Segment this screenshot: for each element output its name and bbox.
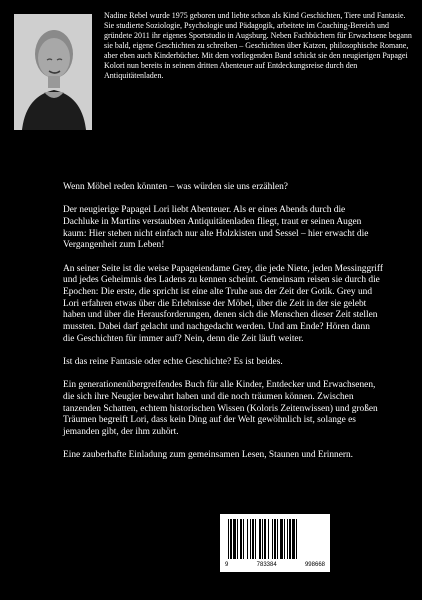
barcode-bar [252, 519, 254, 559]
blurb-paragraph: Ein generationenübergreifendes Buch für alle Kinder, Entdecker und Erwachsenen, die sich ihre Neugier bewahrt haben und die noch träumen können. Zwischen tanzenden Schatten, echtem historischen Wissen (Koloris Zeitenwissen) und großen Träumen begreift Lori, dass kein Ding auf der Welt gewöhnlich ist, solange es jemanden gibt, der ihm zuhört. [63, 380, 378, 437]
blurb-paragraph: Der neugierige Papagei Lori liebt Abenteuer. Als er eines Abends durch die Dachluke in Martins verstaubten Antiquitätenladen fliegt, traut er seinen Augen kaum: Hier stehen nicht einfach nur alte Holzkisten und Sessel – hier erwacht die Vergangenheit zum Leben! [63, 205, 369, 251]
barcode-bar [228, 519, 229, 559]
barcode-bar [255, 519, 256, 559]
barcode-bar [264, 519, 266, 559]
barcode-bar [250, 519, 251, 559]
barcode-bar [243, 519, 244, 559]
barcode-bar [287, 519, 288, 559]
barcode-bar [272, 519, 273, 559]
barcode-bar [259, 519, 261, 559]
barcode-bar [262, 519, 263, 559]
barcode-digits-right: 998668 [304, 562, 325, 568]
barcode-bar [233, 519, 236, 559]
barcode-bar [274, 519, 276, 559]
author-photo [14, 14, 92, 130]
author-bio: Nadine Rebel wurde 1975 geboren und liebte schon als Kind Geschichten, Tiere und Fantasie. Sie studierte Soziologie, Psychologie und Pädagogik, arbeitete im Coaching-Bereich und gründete 2011 ihr eigenes Sportstudio in Augsburg. Neben Fachbüchern für Erwachsene begann sie bald, eigene Geschichten zu schreiben – Geschichten über Katzen, philosophische Romane, aber eben auch Kinderbücher. Mit dem vorliegenden Band schickt sie den neugierigen Papagei Kolori nun bereits in seinem dritten Abenteuer auf Entdeckungsreise durch den Antiquitätenladen. [104, 11, 412, 80]
barcode-bar [280, 519, 283, 559]
blurb-text [63, 182, 383, 473]
author-portrait-image [14, 14, 92, 130]
barcode-digit-lead: 9 [225, 562, 229, 568]
isbn-barcode [220, 514, 330, 572]
barcode-bar [277, 519, 278, 559]
barcode-bar [247, 519, 248, 559]
blurb-tagline: Wenn Möbel reden könnten – was würden sie uns erzählen? [63, 182, 288, 192]
barcode-bar [296, 519, 297, 559]
barcode-bars [226, 519, 324, 559]
barcode-bar [230, 519, 232, 559]
barcode-bar [268, 519, 269, 559]
blurb-paragraph: Ist das reine Fantasie oder echte Geschichte? Es ist beides. [63, 356, 283, 367]
barcode-bar [240, 519, 242, 559]
blurb-paragraph: Eine zauberhafte Einladung zum gemeinsamen Lesen, Staunen und Erinnern. [63, 450, 354, 461]
barcode-digits-left: 783384 [256, 562, 277, 568]
barcode-number [222, 562, 328, 569]
barcode-bar [237, 519, 238, 559]
barcode-bar [292, 519, 295, 559]
barcode-bar [284, 519, 285, 559]
barcode-bar [289, 519, 291, 559]
blurb-paragraph: An seiner Seite ist die weise Papageiendame Grey, die jede Niete, jeden Messinggriff und jedes Geheimnis des Ladens zu kennen scheint. Gemeinsam reisen sie durch die Epochen: Die erste, die spricht ist eine alte Truhe aus der Zeit der Gotik. Grey und Lori erfahren etwas über die Erlebnisse der Möbel, über die Zeit in der sie gelebt haben und über die Herausforderungen, denen sich die Menschen dieser Zeit stellen mussten. Dabei darf gelacht und nachgedacht werden. Und am Ende? Hören dann die Geschichten für immer auf? Nein, denn die Zeit läuft weiter. [63, 263, 383, 344]
